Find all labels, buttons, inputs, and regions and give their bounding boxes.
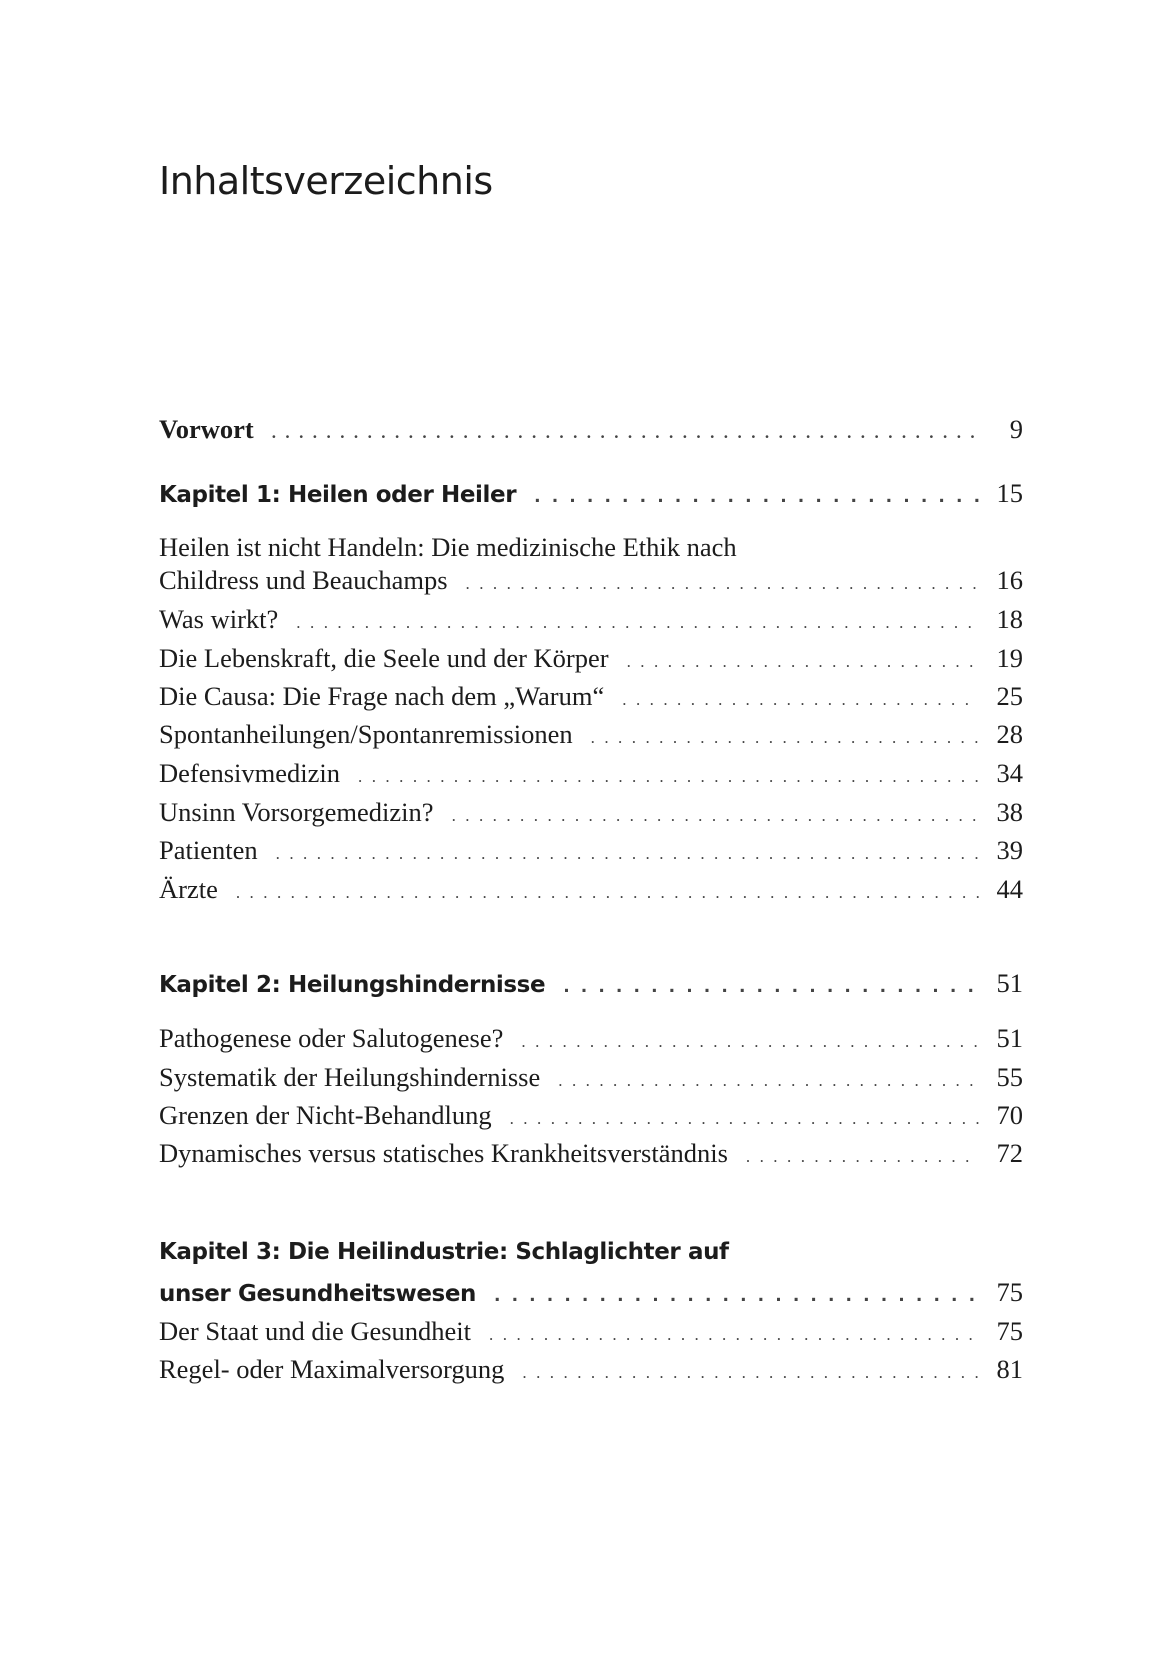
- dot-leader: [534, 480, 979, 514]
- toc-page-number: 25: [996, 681, 1023, 711]
- dot-leader: [489, 1318, 979, 1352]
- toc-page-number: 9: [1009, 414, 1023, 444]
- dot-leader: [510, 1102, 979, 1136]
- toc-page-number: 15: [996, 478, 1023, 508]
- toc-entry-label: Childress und Beauchamps: [159, 565, 448, 595]
- toc-page-number: 28: [996, 719, 1023, 749]
- toc-chapter-3[interactable]: [159, 1275, 1023, 1309]
- toc-entry[interactable]: [159, 1314, 1023, 1348]
- toc-entry[interactable]: [159, 1136, 1023, 1170]
- dot-leader: [521, 1025, 979, 1059]
- toc-page-number: 39: [996, 835, 1023, 865]
- toc-entry[interactable]: [159, 641, 1023, 675]
- toc-page-number: 19: [996, 643, 1023, 673]
- page-title: Inhaltsverzeichnis: [159, 159, 493, 203]
- dot-leader: [272, 416, 979, 450]
- toc-entry[interactable]: [159, 833, 1023, 867]
- toc-entry[interactable]: [159, 602, 1023, 636]
- dot-leader: [558, 1064, 979, 1098]
- toc-entry-label: Grenzen der Nicht-Behandlung: [159, 1100, 492, 1130]
- toc-entry[interactable]: [159, 795, 1023, 829]
- toc-page-number: 18: [996, 604, 1023, 634]
- toc-entry[interactable]: [159, 679, 1023, 713]
- toc-entry[interactable]: [159, 1021, 1023, 1055]
- toc-entry-label: Systematik der Heilungshindernisse: [159, 1062, 541, 1092]
- toc-entry-label: Was wirkt?: [159, 604, 279, 634]
- toc-page-number: 51: [996, 968, 1023, 998]
- toc-entry-label: Der Staat und die Gesundheit: [159, 1316, 472, 1346]
- toc-page-number: 72: [996, 1138, 1023, 1168]
- toc-page-number: 51: [996, 1023, 1023, 1053]
- toc-entry-label-line1: Heilen ist nicht Handeln: Die medizinische Ethik nach: [159, 532, 737, 562]
- dot-leader: [622, 683, 979, 717]
- toc-entry-label: Regel- oder Maximalversorgung: [159, 1354, 505, 1384]
- chapter-title-line1: Kapitel 3: Die Heilindustrie: Schlaglichter auf: [159, 1239, 729, 1265]
- toc-entry-vorwort[interactable]: [159, 412, 1023, 446]
- chapter-title: unser Gesundheitswesen: [159, 1281, 477, 1307]
- toc-page-number: 81: [996, 1354, 1023, 1384]
- toc-entry[interactable]: [159, 1060, 1023, 1094]
- toc-page-number: 44: [996, 874, 1023, 904]
- toc-entry-label: Patienten: [159, 835, 258, 865]
- dot-leader: [627, 645, 979, 679]
- toc-entry[interactable]: [159, 872, 1023, 906]
- toc-entry[interactable]: [159, 717, 1023, 751]
- toc-entry[interactable]: [159, 1352, 1023, 1386]
- toc-page-number: 55: [996, 1062, 1023, 1092]
- dot-leader: [452, 799, 979, 833]
- dot-leader: [466, 567, 979, 601]
- toc-entry-label: Dynamisches versus statisches Krankheitsverständnis: [159, 1138, 728, 1168]
- dot-leader: [522, 1356, 979, 1390]
- dot-leader: [494, 1279, 979, 1313]
- toc-entry-label: Die Causa: Die Frage nach dem „Warum“: [159, 681, 605, 711]
- toc-entry-label: Unsinn Vorsorgemedizin?: [159, 797, 434, 827]
- dot-leader: [746, 1140, 979, 1174]
- chapter-title: Kapitel 1: Heilen oder Heiler: [159, 482, 517, 508]
- toc-entry-label: Spontanheilungen/Spontanremissionen: [159, 719, 573, 749]
- toc-page-number: 38: [996, 797, 1023, 827]
- toc-entry[interactable]: [159, 1098, 1023, 1132]
- dot-leader: [296, 606, 979, 640]
- toc-chapter-2[interactable]: [159, 966, 1023, 1000]
- dot-leader: [236, 876, 979, 910]
- dot-leader: [358, 760, 979, 794]
- toc-entry-label: Die Lebenskraft, die Seele und der Körper: [159, 643, 609, 673]
- dot-leader: [591, 721, 979, 755]
- toc-entry-label: Ärzte: [159, 874, 218, 904]
- toc-page-number: 75: [996, 1316, 1023, 1346]
- chapter-title: Kapitel 2: Heilungshindernisse: [159, 972, 546, 998]
- toc-page-number: 70: [996, 1100, 1023, 1130]
- dot-leader: [563, 970, 979, 1004]
- toc-entry[interactable]: [159, 563, 1023, 597]
- toc-page-number: 16: [996, 565, 1023, 595]
- dot-leader: [276, 837, 979, 871]
- toc-entry[interactable]: [159, 756, 1023, 790]
- toc-entry-label: Vorwort: [159, 414, 254, 444]
- toc-entry-label: Defensivmedizin: [159, 758, 341, 788]
- toc-page-number: 75: [996, 1277, 1023, 1307]
- toc-page-number: 34: [996, 758, 1023, 788]
- toc-entry-label: Pathogenese oder Salutogenese?: [159, 1023, 504, 1053]
- toc-chapter-1[interactable]: [159, 476, 1023, 510]
